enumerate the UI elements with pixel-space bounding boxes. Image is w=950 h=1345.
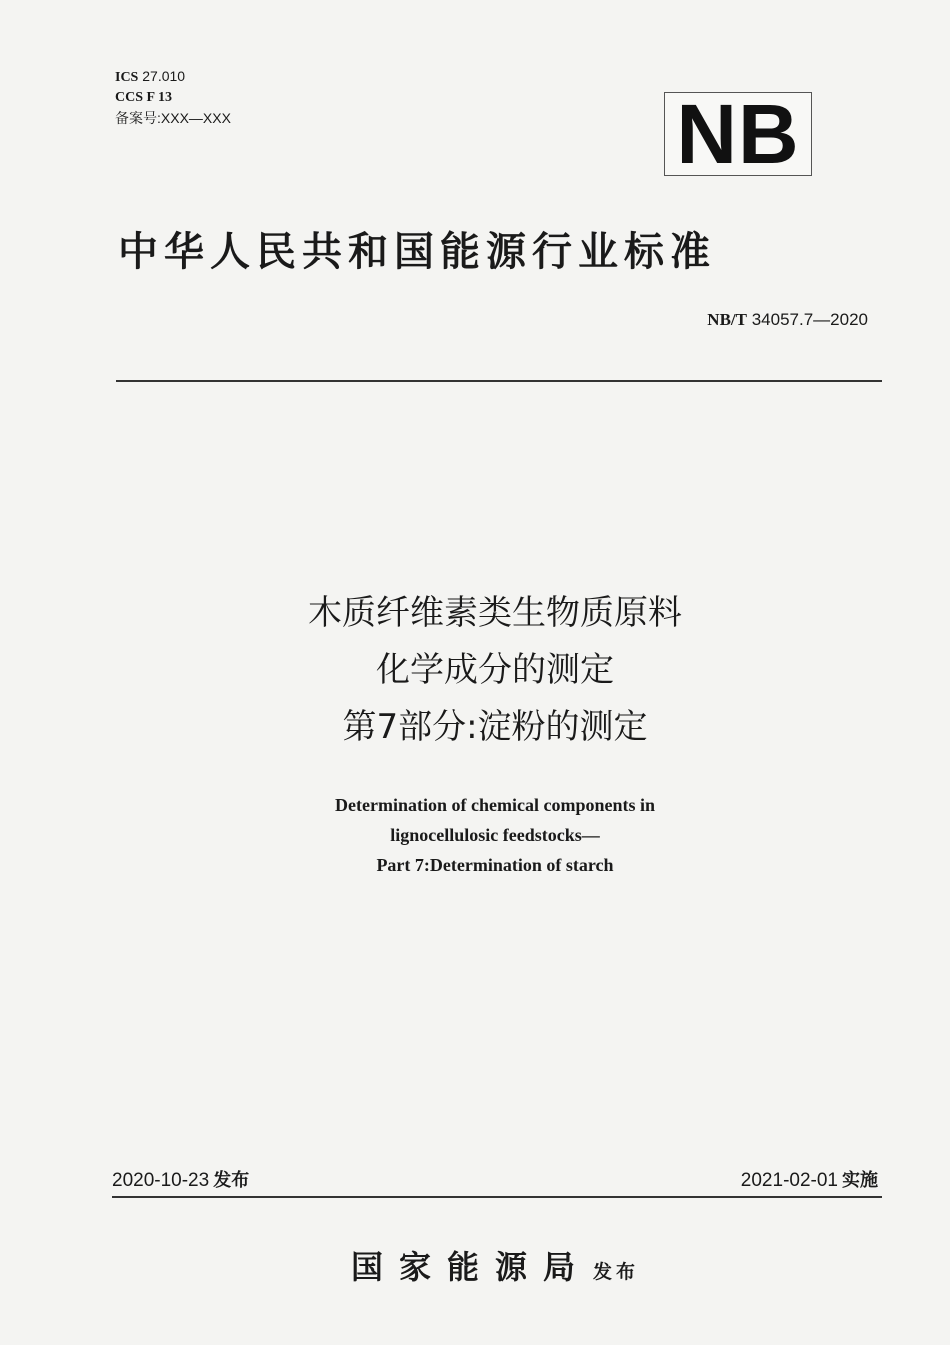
nb-logo-text: NB [676,87,800,181]
publish-date [112,1166,249,1192]
standard-code-prefix: NB/T [707,310,747,329]
english-title [0,790,950,880]
ccs-code: CCS F 13 [115,90,173,105]
standard-type-title: 中华人民共和国能源行业标准 [118,229,716,275]
english-title-line3: Part 7:Determination of starch [376,855,614,875]
chinese-title-line1: 木质纤维素类生物质原料 [308,593,682,633]
english-title-line1: Determination of chemical components in [335,795,655,815]
top-divider [116,380,882,382]
publish-date-label: 发布 [213,1170,250,1191]
standard-code [707,310,868,330]
classification-block [115,66,231,128]
effective-date-label: 实施 [842,1170,878,1191]
bottom-divider [112,1196,882,1198]
chinese-title [0,585,950,756]
effective-date [741,1166,878,1192]
issuer [0,1242,950,1288]
filing-number: 备案号:XXX—XXX [115,110,231,126]
issuer-label: 发布 [593,1261,640,1283]
publish-date-value: 2020-10-23 [112,1170,210,1191]
nb-logo [664,87,812,181]
effective-date-value: 2021-02-01 [740,1170,838,1191]
standard-code-number: 34057.7—2020 [751,310,868,329]
ics-code: ICS 27.010 [115,68,186,85]
chinese-title-line2: 化学成分的测定 [376,650,614,690]
chinese-title-line3: 第7部分:淀粉的测定 [342,707,648,747]
english-title-line2: lignocellulosic feedstocks— [390,825,600,845]
ics-value: 27.010 [142,68,186,84]
issuer-name: 国家能源局 [350,1248,591,1286]
